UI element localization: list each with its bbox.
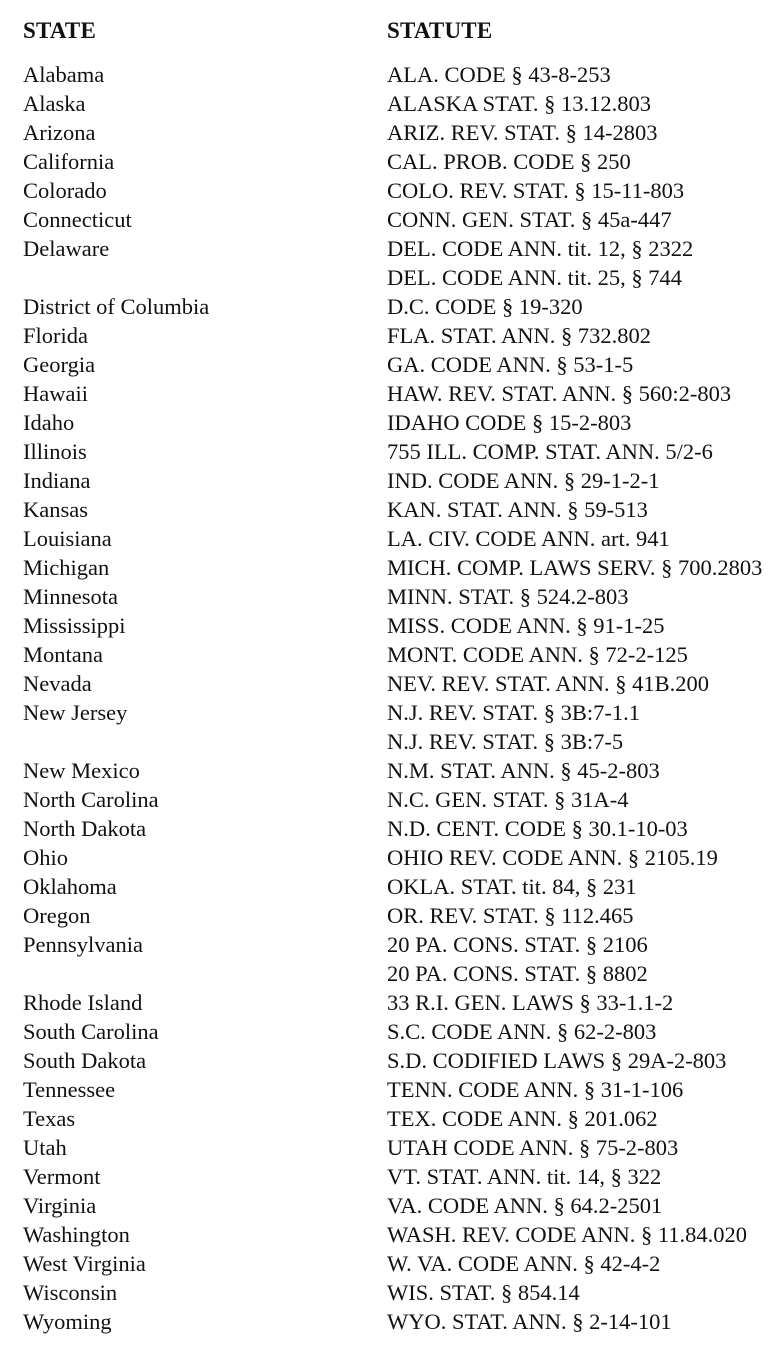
table-row: [0, 147, 782, 176]
state-name: Rhode Island: [23, 990, 143, 1015]
statute-citation: OKLA. STAT. tit. 84, § 231: [387, 874, 637, 899]
statute-citation: WYO. STAT. ANN. § 2-14-101: [387, 1309, 672, 1334]
state-name: Vermont: [23, 1164, 101, 1189]
table-body: [0, 60, 782, 1336]
table-row: [0, 1162, 782, 1191]
table-row: [0, 176, 782, 205]
statute-citation: CONN. GEN. STAT. § 45a-447: [387, 207, 672, 232]
table-row: [0, 756, 782, 785]
table-row: [0, 292, 782, 321]
state-name: Wisconsin: [23, 1280, 118, 1305]
state-name: Indiana: [23, 468, 91, 493]
table-row: [0, 901, 782, 930]
state-name: Oklahoma: [23, 874, 117, 899]
statute-column-header: STATUTE: [387, 18, 493, 43]
statute-citation: IDAHO CODE § 15-2-803: [387, 410, 632, 435]
table-row: [0, 1046, 782, 1075]
statute-citation: N.J. REV. STAT. § 3B:7-1.1: [387, 700, 641, 725]
state-name: Georgia: [23, 352, 96, 377]
state-name: District of Columbia: [23, 294, 210, 319]
statute-citation: W. VA. CODE ANN. § 42-4-2: [387, 1251, 661, 1276]
statute-citation: ARIZ. REV. STAT. § 14-2803: [387, 120, 658, 145]
statute-citation: OHIO REV. CODE ANN. § 2105.19: [387, 845, 718, 870]
state-name: Minnesota: [23, 584, 118, 609]
table-row: [0, 89, 782, 118]
table-row: [0, 1191, 782, 1220]
statute-citation: 755 ILL. COMP. STAT. ANN. 5/2-6: [387, 439, 713, 464]
state-name: Louisiana: [23, 526, 112, 551]
state-column-header: STATE: [23, 18, 97, 43]
table-row: [0, 698, 782, 727]
state-name: Delaware: [23, 236, 110, 261]
table-row: [0, 60, 782, 89]
table-row: [0, 379, 782, 408]
state-name: Florida: [23, 323, 88, 348]
state-name: Ohio: [23, 845, 68, 870]
statute-citation: KAN. STAT. ANN. § 59-513: [387, 497, 648, 522]
table-row: [0, 727, 782, 756]
state-name: West Virginia: [23, 1251, 146, 1276]
state-name: North Dakota: [23, 816, 147, 841]
table-row: [0, 321, 782, 350]
table-row: [0, 234, 782, 263]
statute-citation: HAW. REV. STAT. ANN. § 560:2-803: [387, 381, 732, 406]
statute-citation: S.D. CODIFIED LAWS § 29A-2-803: [387, 1048, 727, 1073]
state-name: Mississippi: [23, 613, 126, 638]
table-row: [0, 640, 782, 669]
statute-citation: TEX. CODE ANN. § 201.062: [387, 1106, 658, 1131]
statute-citation: MICH. COMP. LAWS SERV. § 700.2803: [387, 555, 763, 580]
statute-citation: UTAH CODE ANN. § 75-2-803: [387, 1135, 679, 1160]
state-name: Colorado: [23, 178, 107, 203]
table-row: [0, 669, 782, 698]
table-row: [0, 1307, 782, 1336]
state-name: Washington: [23, 1222, 130, 1247]
table-row: [0, 408, 782, 437]
state-name: New Mexico: [23, 758, 140, 783]
table-row: [0, 205, 782, 234]
statute-citation: N.D. CENT. CODE § 30.1-10-03: [387, 816, 688, 841]
state-name: Utah: [23, 1135, 67, 1160]
state-name: South Carolina: [23, 1019, 159, 1044]
state-name: Hawaii: [23, 381, 88, 406]
statute-citation: VA. CODE ANN. § 64.2-2501: [387, 1193, 663, 1218]
table-row: [0, 1278, 782, 1307]
statute-citation: WIS. STAT. § 854.14: [387, 1280, 580, 1305]
statute-citation: LA. CIV. CODE ANN. art. 941: [387, 526, 670, 551]
state-name: Michigan: [23, 555, 110, 580]
statute-citation: 20 PA. CONS. STAT. § 2106: [387, 932, 648, 957]
state-name: Oregon: [23, 903, 91, 928]
statute-citation: IND. CODE ANN. § 29-1-2-1: [387, 468, 660, 493]
statute-citation: GA. CODE ANN. § 53-1-5: [387, 352, 634, 377]
state-name: Nevada: [23, 671, 92, 696]
state-name: Arizona: [23, 120, 96, 145]
table-row: [0, 1017, 782, 1046]
state-name: Illinois: [23, 439, 87, 464]
table-row: [0, 611, 782, 640]
statute-citation: N.M. STAT. ANN. § 45-2-803: [387, 758, 660, 783]
table-row: [0, 350, 782, 379]
statute-citation: VT. STAT. ANN. tit. 14, § 322: [387, 1164, 662, 1189]
table-row: [0, 495, 782, 524]
state-name: Pennsylvania: [23, 932, 143, 957]
statute-citation: ALA. CODE § 43-8-253: [387, 62, 611, 87]
statute-citation: OR. REV. STAT. § 112.465: [387, 903, 634, 928]
state-name: Wyoming: [23, 1309, 112, 1334]
table-row: [0, 524, 782, 553]
statute-citation: MINN. STAT. § 524.2-803: [387, 584, 629, 609]
table-header: [0, 14, 782, 50]
table-row: [0, 437, 782, 466]
state-name: New Jersey: [23, 700, 128, 725]
table-row: [0, 1104, 782, 1133]
statute-citation: N.C. GEN. STAT. § 31A-4: [387, 787, 629, 812]
table-row: [0, 872, 782, 901]
state-name: Alabama: [23, 62, 105, 87]
statute-citation: FLA. STAT. ANN. § 732.802: [387, 323, 652, 348]
state-name: North Carolina: [23, 787, 159, 812]
state-name: Tennessee: [23, 1077, 116, 1102]
statute-citation: WASH. REV. CODE ANN. § 11.84.020: [387, 1222, 748, 1247]
state-name: California: [23, 149, 115, 174]
statute-citation: N.J. REV. STAT. § 3B:7-5: [387, 729, 624, 754]
state-name: Kansas: [23, 497, 88, 522]
state-name: Texas: [23, 1106, 76, 1131]
table-row: [0, 930, 782, 959]
table-row: [0, 814, 782, 843]
state-name: Alaska: [23, 91, 86, 116]
statute-citation: CAL. PROB. CODE § 250: [387, 149, 631, 174]
table-row: [0, 263, 782, 292]
statute-citation: D.C. CODE § 19-320: [387, 294, 583, 319]
statute-citation: 20 PA. CONS. STAT. § 8802: [387, 961, 648, 986]
statute-citation: S.C. CODE ANN. § 62-2-803: [387, 1019, 657, 1044]
state-name: Connecticut: [23, 207, 132, 232]
table-row: [0, 466, 782, 495]
table-row: [0, 1075, 782, 1104]
statute-citation: MONT. CODE ANN. § 72-2-125: [387, 642, 688, 667]
table-row: [0, 553, 782, 582]
state-name: South Dakota: [23, 1048, 147, 1073]
statute-citation: TENN. CODE ANN. § 31-1-106: [387, 1077, 684, 1102]
state-name: Idaho: [23, 410, 75, 435]
table-row: [0, 1220, 782, 1249]
state-name: Montana: [23, 642, 103, 667]
statute-citation: DEL. CODE ANN. tit. 12, § 2322: [387, 236, 694, 261]
statute-citation: MISS. CODE ANN. § 91-1-25: [387, 613, 665, 638]
table-row: [0, 1133, 782, 1162]
state-name: Virginia: [23, 1193, 97, 1218]
table-row: [0, 843, 782, 872]
statute-citation: 33 R.I. GEN. LAWS § 33-1.1-2: [387, 990, 674, 1015]
statute-citation: DEL. CODE ANN. tit. 25, § 744: [387, 265, 682, 290]
table-row: [0, 1249, 782, 1278]
table-row: [0, 988, 782, 1017]
table-row: [0, 118, 782, 147]
statute-citation: ALASKA STAT. § 13.12.803: [387, 91, 652, 116]
table-row: [0, 582, 782, 611]
statute-citation: NEV. REV. STAT. ANN. § 41B.200: [387, 671, 709, 696]
table-row: [0, 959, 782, 988]
statute-citation: COLO. REV. STAT. § 15-11-803: [387, 178, 685, 203]
table-row: [0, 785, 782, 814]
